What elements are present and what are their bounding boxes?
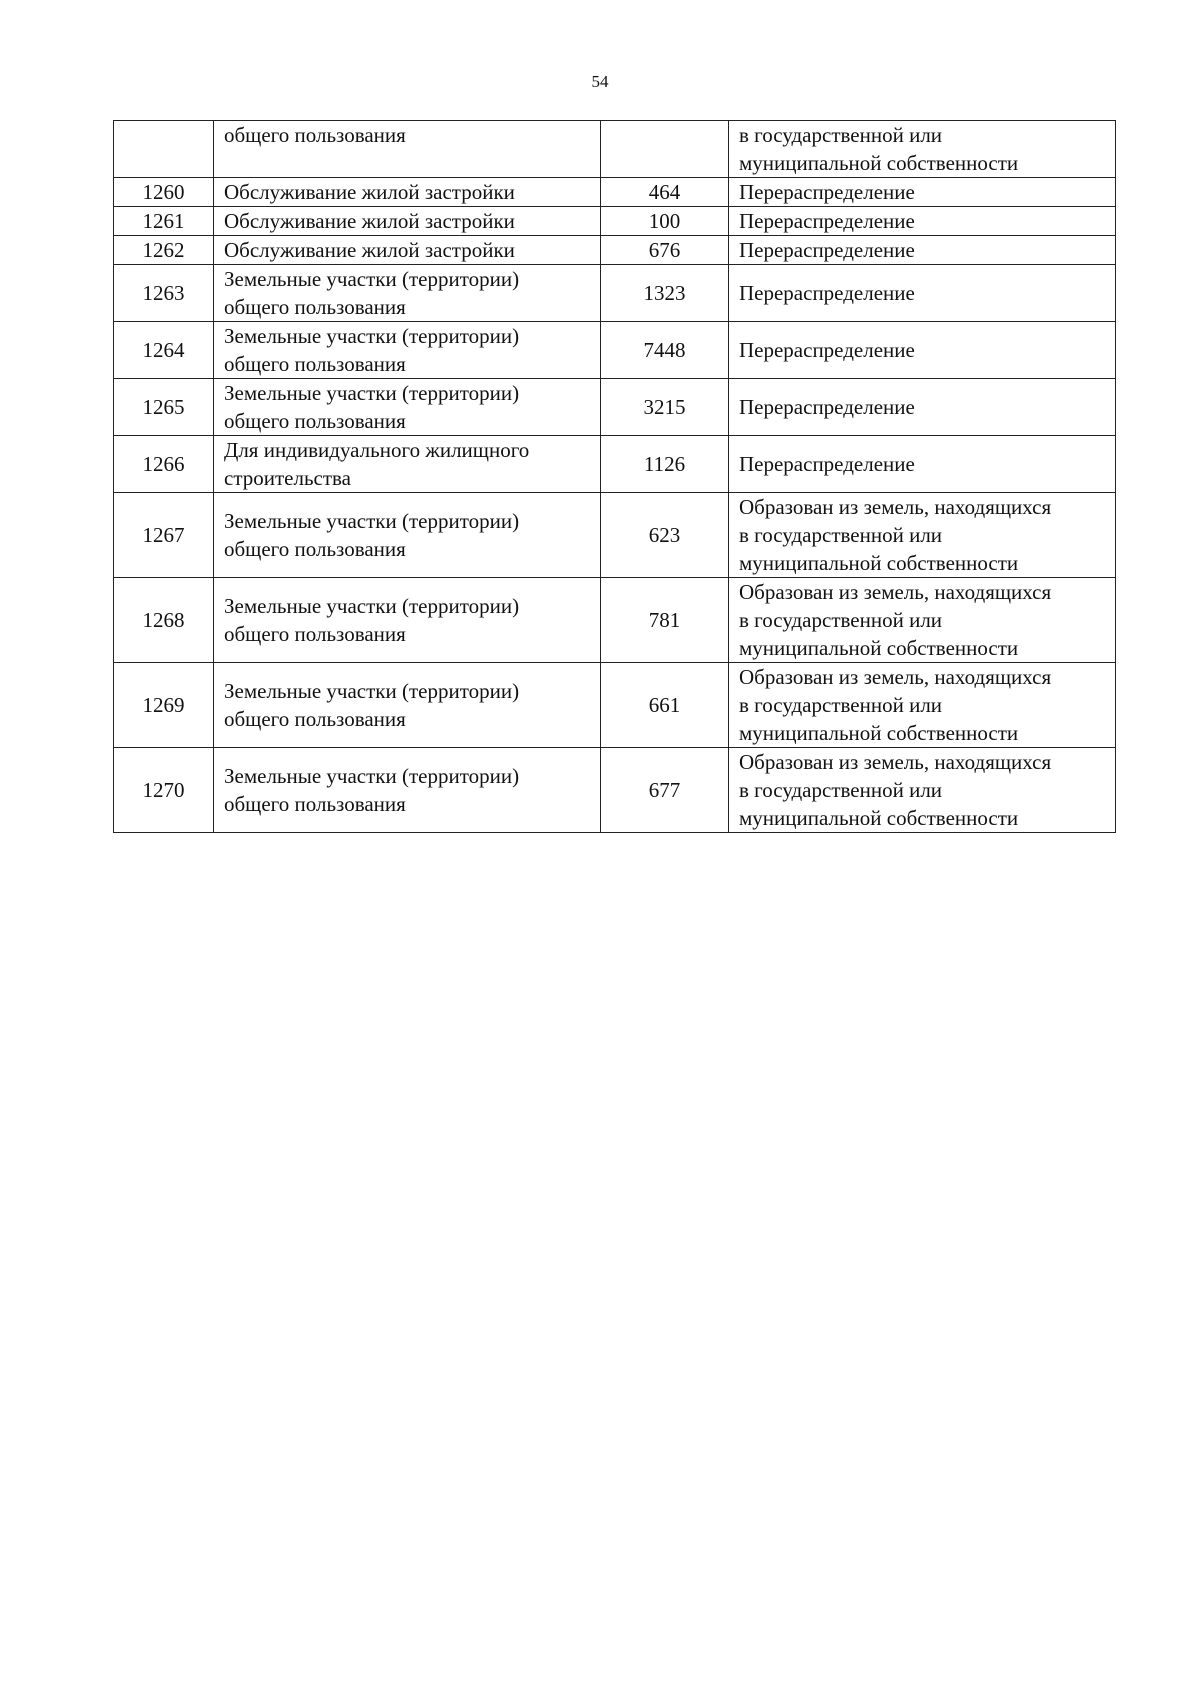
cell-plot-number: 1264	[114, 322, 214, 379]
permitted-use-line: Земельные участки (территории)	[224, 509, 520, 533]
cell-area: 100	[601, 207, 729, 236]
cell-area: 676	[601, 236, 729, 265]
permitted-use-line: Для индивидуального жилищного	[224, 438, 530, 462]
table-row	[114, 663, 1116, 748]
formation-method-line: Образован из земель, находящихся	[739, 665, 1052, 689]
formation-method-line: муниципальной собственности	[739, 721, 1019, 745]
permitted-use-line: Земельные участки (территории)	[224, 267, 520, 291]
formation-method-line: в государственной или	[739, 608, 943, 632]
formation-method-line: Образован из земель, находящихся	[739, 580, 1052, 604]
cell-plot-number: 1268	[114, 578, 214, 663]
permitted-use-line: общего пользования	[224, 352, 406, 376]
permitted-use-line: общего пользования	[224, 295, 406, 319]
formation-method-line: Перераспределение	[739, 238, 915, 262]
cell-formation-method	[729, 178, 1116, 207]
cell-permitted-use	[214, 578, 601, 663]
formation-method-line: муниципальной собственности	[739, 151, 1019, 175]
permitted-use-line: общего пользования	[224, 622, 406, 646]
formation-method-line: Перераспределение	[739, 395, 915, 419]
cell-plot-number: 1270	[114, 748, 214, 833]
cell-permitted-use	[214, 663, 601, 748]
table-row	[114, 436, 1116, 493]
cell-plot-number: 1260	[114, 178, 214, 207]
table-row	[114, 493, 1116, 578]
cell-area: 677	[601, 748, 729, 833]
table-body	[114, 121, 1116, 833]
cell-plot-number	[114, 121, 214, 178]
permitted-use-line: Земельные участки (территории)	[224, 679, 520, 703]
permitted-use-line: Обслуживание жилой застройки	[224, 180, 515, 204]
permitted-use-line: общего пользования	[224, 123, 406, 147]
cell-formation-method	[729, 436, 1116, 493]
formation-method-line: муниципальной собственности	[739, 636, 1019, 660]
land-plots-table	[113, 120, 1116, 833]
permitted-use-line: строительства	[224, 466, 352, 490]
permitted-use-line: Обслуживание жилой застройки	[224, 238, 515, 262]
table-row	[114, 379, 1116, 436]
formation-method-line: Перераспределение	[739, 180, 915, 204]
cell-plot-number: 1261	[114, 207, 214, 236]
permitted-use-line: Земельные участки (территории)	[224, 381, 520, 405]
cell-permitted-use	[214, 493, 601, 578]
cell-plot-number: 1265	[114, 379, 214, 436]
cell-plot-number: 1266	[114, 436, 214, 493]
table-row	[114, 322, 1116, 379]
cell-formation-method	[729, 578, 1116, 663]
cell-formation-method	[729, 322, 1116, 379]
cell-permitted-use	[214, 178, 601, 207]
formation-method-line: Перераспределение	[739, 338, 915, 362]
table-row	[114, 121, 1116, 178]
cell-area: 661	[601, 663, 729, 748]
formation-method-line: Перераспределение	[739, 209, 915, 233]
permitted-use-line: общего пользования	[224, 409, 406, 433]
cell-permitted-use	[214, 436, 601, 493]
table-row	[114, 178, 1116, 207]
cell-formation-method	[729, 663, 1116, 748]
table-row	[114, 265, 1116, 322]
permitted-use-line: Обслуживание жилой застройки	[224, 209, 515, 233]
table-row	[114, 236, 1116, 265]
cell-plot-number: 1263	[114, 265, 214, 322]
formation-method-line: в государственной или	[739, 123, 943, 147]
cell-formation-method	[729, 493, 1116, 578]
cell-formation-method	[729, 207, 1116, 236]
cell-area	[601, 121, 729, 178]
cell-formation-method	[729, 121, 1116, 178]
cell-permitted-use	[214, 322, 601, 379]
formation-method-line: в государственной или	[739, 523, 943, 547]
cell-permitted-use	[214, 379, 601, 436]
cell-area: 3215	[601, 379, 729, 436]
permitted-use-line: Земельные участки (территории)	[224, 764, 520, 788]
formation-method-line: в государственной или	[739, 693, 943, 717]
cell-permitted-use	[214, 207, 601, 236]
formation-method-line: Образован из земель, находящихся	[739, 750, 1052, 774]
permitted-use-line: общего пользования	[224, 792, 406, 816]
formation-method-line: в государственной или	[739, 778, 943, 802]
cell-formation-method	[729, 236, 1116, 265]
cell-plot-number: 1262	[114, 236, 214, 265]
cell-permitted-use	[214, 748, 601, 833]
cell-formation-method	[729, 748, 1116, 833]
cell-permitted-use	[214, 265, 601, 322]
cell-formation-method	[729, 379, 1116, 436]
cell-formation-method	[729, 265, 1116, 322]
formation-method-line: Образован из земель, находящихся	[739, 495, 1052, 519]
cell-plot-number: 1267	[114, 493, 214, 578]
permitted-use-line: Земельные участки (территории)	[224, 324, 520, 348]
table-row	[114, 578, 1116, 663]
permitted-use-line: Земельные участки (территории)	[224, 594, 520, 618]
cell-area: 781	[601, 578, 729, 663]
cell-area: 623	[601, 493, 729, 578]
formation-method-line: Перераспределение	[739, 452, 915, 476]
table-row	[114, 207, 1116, 236]
cell-permitted-use	[214, 121, 601, 178]
cell-area: 464	[601, 178, 729, 207]
formation-method-line: Перераспределение	[739, 281, 915, 305]
cell-permitted-use	[214, 236, 601, 265]
table-row	[114, 748, 1116, 833]
cell-area: 1126	[601, 436, 729, 493]
cell-area: 7448	[601, 322, 729, 379]
cell-plot-number: 1269	[114, 663, 214, 748]
permitted-use-line: общего пользования	[224, 537, 406, 561]
formation-method-line: муниципальной собственности	[739, 551, 1019, 575]
page-number: 54	[591, 72, 609, 91]
formation-method-line: муниципальной собственности	[739, 806, 1019, 830]
permitted-use-line: общего пользования	[224, 707, 406, 731]
cell-area: 1323	[601, 265, 729, 322]
